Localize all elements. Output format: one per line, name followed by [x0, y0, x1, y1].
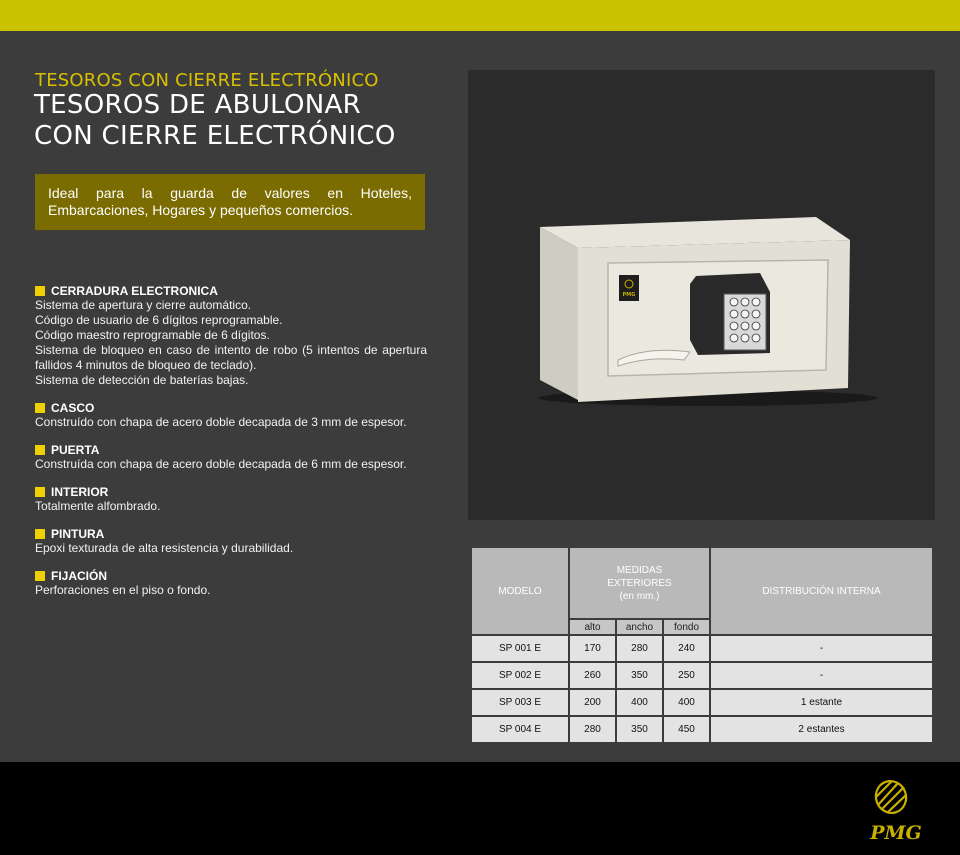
- cell-ancho: 350: [616, 716, 663, 743]
- sub-ancho: ancho: [616, 619, 663, 635]
- cell-model: SP 001 E: [471, 635, 569, 662]
- spec-line: Sistema de bloqueo en caso de intento de robo (5 intentos de apertura fallidos 4 minutos de bloqueo de teclado).: [35, 343, 427, 372]
- cell-alto: 170: [569, 635, 616, 662]
- spec-line: Perforaciones en el piso o fondo.: [35, 583, 211, 597]
- spec-interior: [35, 484, 427, 514]
- cell-ancho: 400: [616, 689, 663, 716]
- sub-fondo: fondo: [663, 619, 710, 635]
- cell-model: SP 004 E: [471, 716, 569, 743]
- cell-dist: 2 estantes: [710, 716, 933, 743]
- table-row: [471, 635, 933, 662]
- square-bullet-icon: [35, 529, 45, 539]
- spec-heading: PUERTA: [51, 442, 100, 457]
- spec-puerta: [35, 442, 427, 472]
- spec-line: Código de usuario de 6 dígitos reprogramable.: [35, 313, 283, 327]
- square-bullet-icon: [35, 403, 45, 413]
- title-line-1: TESOROS DE ABULONAR: [34, 90, 361, 120]
- cell-model: SP 003 E: [471, 689, 569, 716]
- pmg-logo-text: PMG: [870, 822, 922, 844]
- cell-dist: -: [710, 662, 933, 689]
- cell-alto: 280: [569, 716, 616, 743]
- pmg-logo-icon: [858, 775, 934, 845]
- square-bullet-icon: [35, 571, 45, 581]
- spec-casco: [35, 400, 427, 430]
- cell-dist: -: [710, 635, 933, 662]
- cell-fondo: 250: [663, 662, 710, 689]
- page-subtitle: TESOROS CON CIERRE ELECTRÓNICO: [35, 70, 379, 91]
- square-bullet-icon: [35, 487, 45, 497]
- cell-fondo: 450: [663, 716, 710, 743]
- cell-ancho: 350: [616, 662, 663, 689]
- cell-model: SP 002 E: [471, 662, 569, 689]
- spec-heading: FIJACIÓN: [51, 568, 108, 583]
- col-measures-header: [569, 547, 710, 619]
- spec-line: Construído con chapa de acero doble decapada de 3 mm de espesor.: [35, 415, 407, 429]
- measures-line-2: EXTERIORES: [607, 577, 672, 589]
- cell-alto: 200: [569, 689, 616, 716]
- page-title: [34, 90, 396, 152]
- col-distribution-header: DISTRIBUCIÓN INTERNA: [710, 547, 933, 635]
- spec-heading: CASCO: [51, 400, 95, 415]
- spec-heading: INTERIOR: [51, 484, 109, 499]
- measures-line-1: MEDIDAS: [616, 564, 663, 576]
- spec-line: Epoxi texturada de alta resistencia y durabilidad.: [35, 541, 294, 555]
- table-row: [471, 662, 933, 689]
- product-photo: [468, 70, 935, 520]
- spec-line: Sistema de apertura y cierre automático.: [35, 298, 252, 312]
- spec-line: Totalmente alfombrado.: [35, 499, 161, 513]
- table-row: [471, 689, 933, 716]
- col-model-header: MODELO: [471, 547, 569, 635]
- spec-heading: PINTURA: [51, 526, 105, 541]
- spec-fijacion: [35, 568, 427, 598]
- safe-plate-text: PMG: [622, 292, 636, 298]
- models-table: [470, 546, 934, 744]
- cell-alto: 260: [569, 662, 616, 689]
- spec-line: Construída con chapa de acero doble decapada de 6 mm de espesor.: [35, 457, 407, 471]
- spec-heading: CERRADURA ELECTRONICA: [51, 283, 218, 298]
- spec-cerradura: [35, 283, 427, 388]
- square-bullet-icon: [35, 286, 45, 296]
- footer-bar: [0, 762, 960, 855]
- spec-line: Sistema de detección de baterías bajas.: [35, 373, 249, 387]
- cell-ancho: 280: [616, 635, 663, 662]
- spec-pintura: [35, 526, 427, 556]
- measures-line-3: (en mm.): [619, 590, 660, 602]
- safe-illustration: [468, 70, 935, 520]
- spec-line: Código maestro reprogramable de 6 dígitos.: [35, 328, 270, 342]
- intro-box: Ideal para la guarda de valores en Hoteles, Embarcaciones, Hogares y pequeños comercios.: [35, 174, 425, 230]
- cell-dist: 1 estante: [710, 689, 933, 716]
- square-bullet-icon: [35, 445, 45, 455]
- title-line-2: CON CIERRE ELECTRÓNICO: [34, 121, 396, 151]
- cell-fondo: 400: [663, 689, 710, 716]
- sub-alto: alto: [569, 619, 616, 635]
- cell-fondo: 240: [663, 635, 710, 662]
- table-row: [471, 716, 933, 743]
- pmg-logo: [858, 775, 934, 845]
- top-accent-bar: [0, 0, 960, 31]
- specs-list: [35, 283, 427, 603]
